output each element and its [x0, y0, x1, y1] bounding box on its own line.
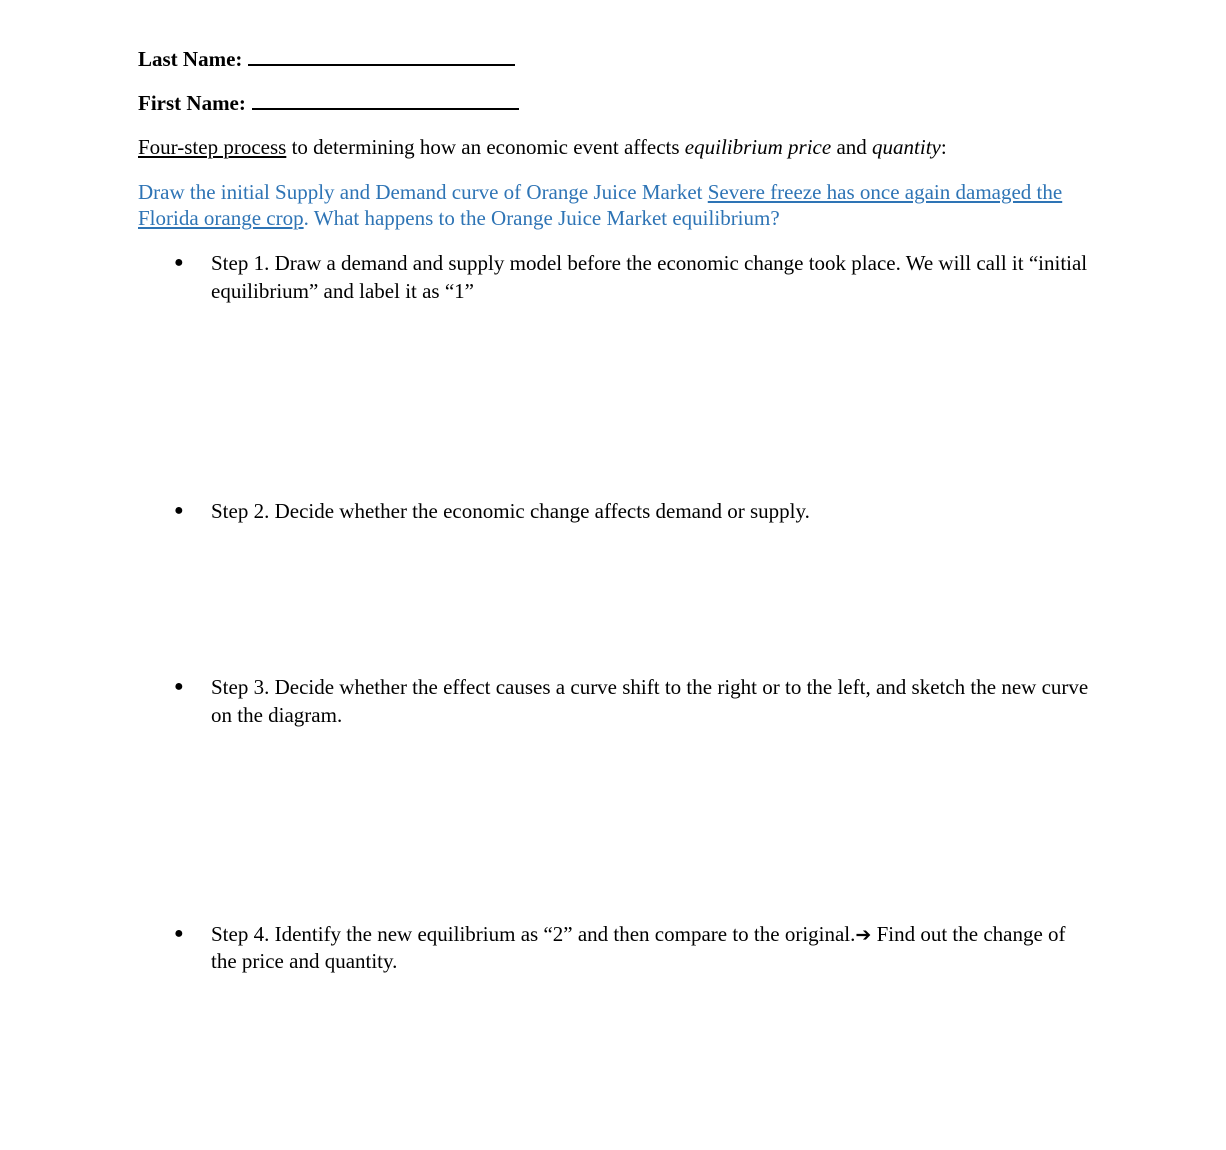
last-name-field: [138, 47, 515, 72]
step-4: [174, 921, 1091, 974]
intro-em-equilibrium-price: equilibrium price: [684, 135, 832, 159]
four-step-process-link[interactable]: Four-step process: [138, 135, 287, 159]
intro-text-1: to determining how an economic event affects: [286, 135, 685, 159]
right-arrow-icon: ➔: [855, 924, 872, 946]
prompt-text-1: Draw the initial Supply and Demand curve of Orange Juice Market: [138, 180, 708, 204]
last-name-blank[interactable]: [248, 48, 515, 66]
prompt-paragraph: [138, 179, 1098, 231]
step-4-text-before: Step 4. Identify the new equilibrium as “2” and then compare to the original.: [211, 922, 856, 946]
intro-em-quantity: quantity: [872, 135, 941, 159]
step-2: [174, 497, 1091, 525]
first-name-label: First Name:: [138, 91, 246, 115]
step-1-text: Step 1. Draw a demand and supply model before the economic change took place. We will call it “initial equilibrium” and label it as “1”: [211, 251, 1088, 303]
bullet-icon: ●: [174, 502, 184, 519]
first-name-blank[interactable]: [252, 92, 519, 110]
step-3-text: Step 3. Decide whether the effect causes a curve shift to the right or to the left, and sketch the new curve on the diagram.: [211, 675, 1089, 727]
bullet-icon: ●: [174, 678, 184, 695]
prompt-text-2: . What happens to the Orange Juice Market equilibrium?: [303, 206, 780, 230]
last-name-label: Last Name:: [138, 47, 243, 71]
intro-text-3: :: [940, 135, 947, 159]
step-2-text: Step 2. Decide whether the economic change affects demand or supply.: [211, 499, 810, 523]
step-3: [174, 673, 1091, 729]
step-4-text-after: Find out the change of the price and quantity.: [211, 922, 1066, 973]
bullet-icon: ●: [174, 254, 184, 271]
bullet-icon: ●: [174, 925, 184, 942]
step-1: [174, 249, 1091, 305]
intro-text-2: and: [831, 135, 873, 159]
first-name-field: [138, 91, 519, 116]
freeze-article-link[interactable]: Severe freeze has once again damaged the Florida orange crop: [138, 180, 1063, 230]
intro-paragraph: [138, 135, 947, 160]
